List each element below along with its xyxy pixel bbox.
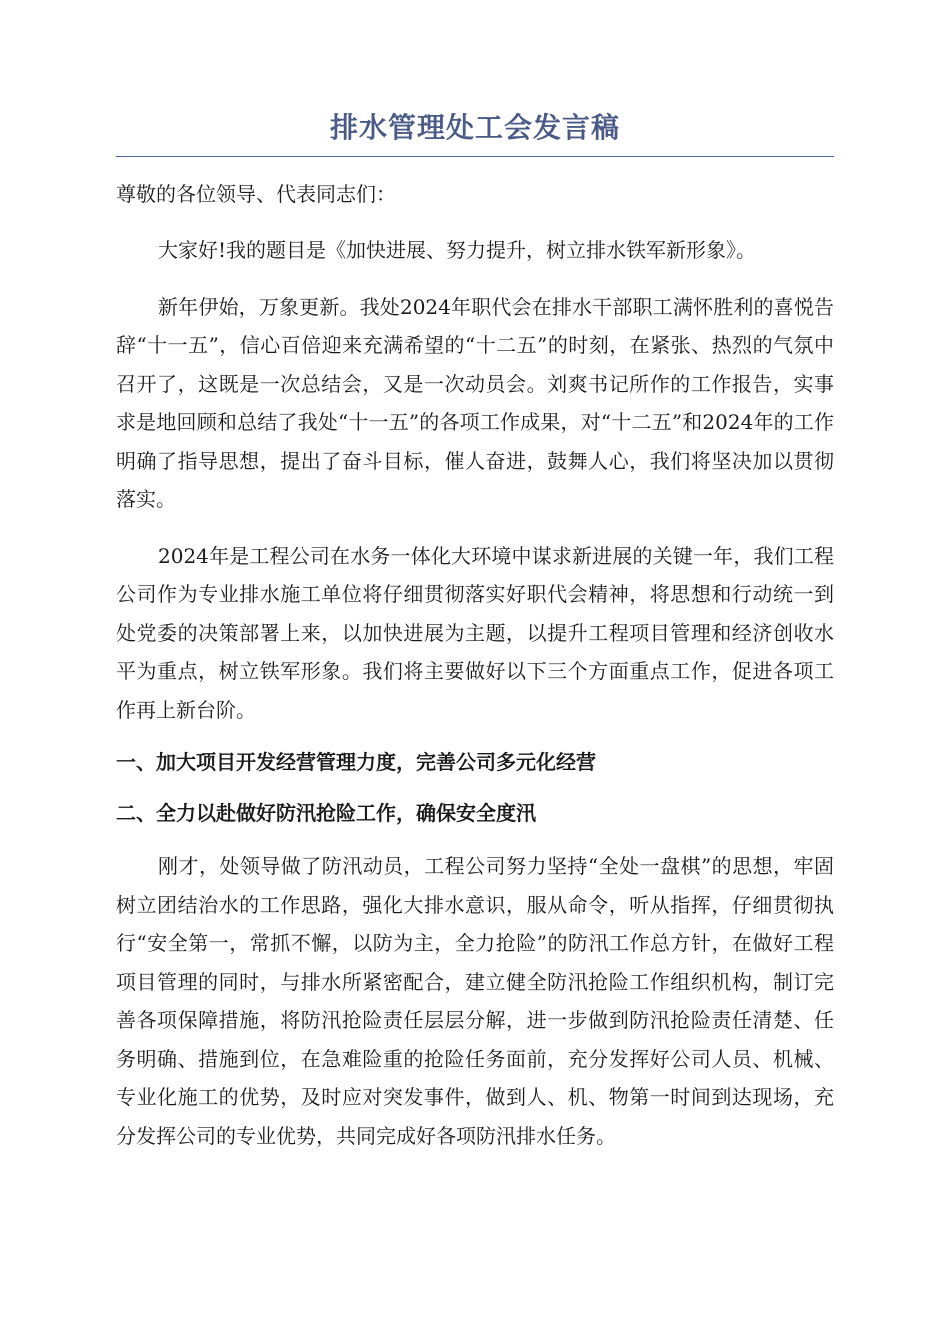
paragraph-new-year: 新年伊始，万象更新。我处2024年职代会在排水干部职工满怀胜利的喜悦告辞“十一五”，信心百倍迎来充满希望的“十二五”的时刻，在紧张、热烈的气氛中召开了，这既是一次总结会，又是一次动员会。刘爽书记所作的工作报告，实事求是地回顾和总结了我处“十一五”的各项工作成果，对“十二五”和2024年的工作明确了指导思想，提出了奋斗目标，催人奋进，鼓舞人心，我们将坚决加以贯彻落实。 xyxy=(116,294,834,511)
paragraph-2024-goals: 2024年是工程公司在水务一体化大环境中谋求新进展的关键一年，我们工程公司作为专业排水施工单位将仔细贯彻落实好职代会精神，将思想和行动统一到处党委的决策部署上来，以加快进展为主题，以提升工程项目管理和经济创收水平为重点，树立铁军形象。我们将主要做好以下三个方面重点工作，促进各项工作再上新台阶。 xyxy=(116,543,834,722)
document-title: 排水管理处工会发言稿 xyxy=(329,111,620,144)
document-page xyxy=(116,100,834,1155)
title-underline xyxy=(116,156,834,157)
section-heading-1: 一、加大项目开发经营管理力度，完善公司多元化经营 xyxy=(116,750,596,774)
salutation: 尊敬的各位领导、代表同志们： xyxy=(116,182,396,206)
section-heading-2: 二、全力以赴做好防汛抢险工作，确保安全度汛 xyxy=(116,801,536,825)
paragraph-flood-control: 刚才，处领导做了防汛动员，工程公司努力坚持“全处一盘棋”的思想，牢固树立团结治水的工作思路，强化大排水意识，服从命令，听从指挥，仔细贯彻执行“安全第一，常抓不懈，以防为主，全力抢险”的防汛工作总方针，在做好工程项目管理的同时，与排水所紧密配合，建立健全防汛抢险工作组织机构，制订完善各项保障措施，将防汛抢险责任层层分解，进一步做到防汛抢险责任清楚、任务明确、措施到位，在急难险重的抢险任务面前，充分发挥好公司人员、机械、专业化施工的优势，及时应对突发事件，做到人、机、物第一时间到达现场，充分发挥公司的专业优势，共同完成好各项防汛排水任务。 xyxy=(116,854,834,1148)
paragraph-intro: 大家好!我的题目是《加快进展、努力提升，树立排水铁军新形象》。 xyxy=(158,238,757,262)
